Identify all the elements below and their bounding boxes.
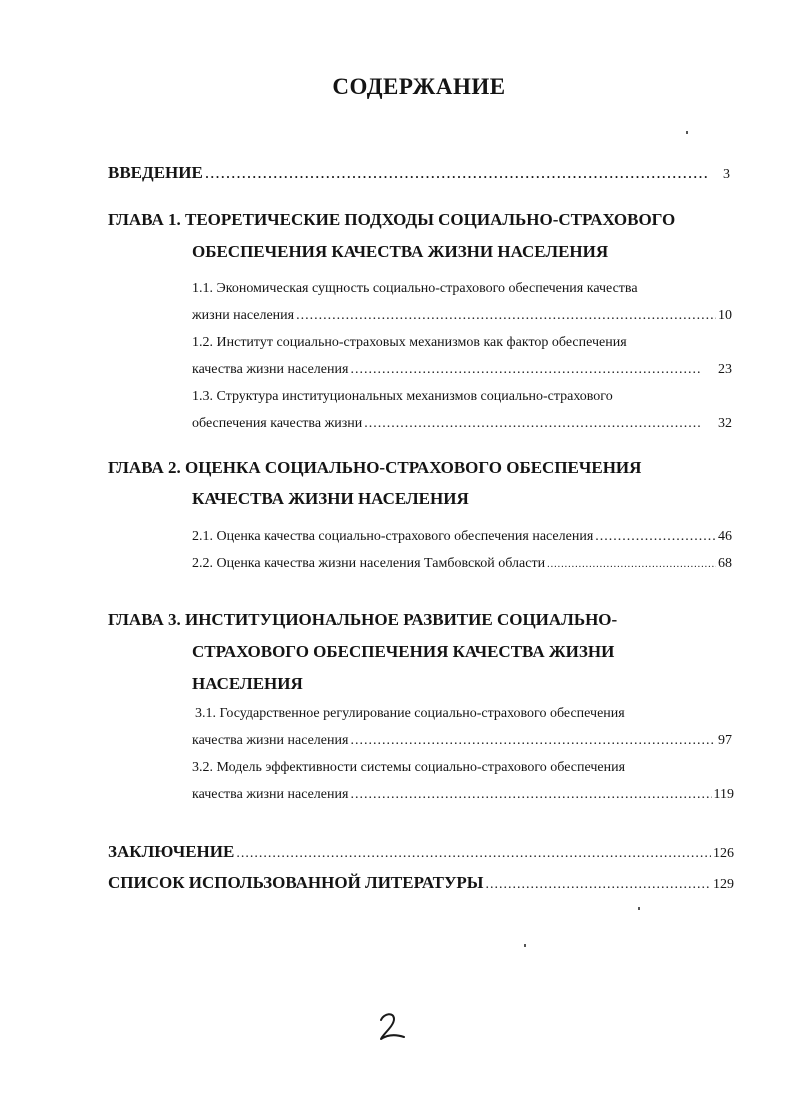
toc-page-number: 97	[718, 733, 732, 748]
toc-entry-label: СПИСОК ИСПОЛЬЗОВАННОЙ ЛИТЕРАТУРЫ	[108, 873, 484, 892]
dot-leader	[595, 529, 716, 545]
toc-entry-label: качества жизни населения	[192, 733, 349, 748]
toc-entry-label: 2.2. Оценка качества жизни населения Тамбовской области	[192, 556, 546, 571]
toc-entry-label: качества жизни населения	[192, 787, 349, 802]
chapter-3-heading[interactable]: ГЛАВА 3. ИНСТИТУЦИОНАЛЬНОЕ РАЗВИТИЕ СОЦИАЛЬНО-	[108, 610, 618, 629]
toc-entry-2-1[interactable]	[192, 529, 732, 545]
dot-leader	[350, 787, 711, 803]
toc-entry-label: обеспечения качества жизни	[192, 416, 363, 431]
toc-page-number: 129	[713, 877, 734, 892]
toc-entry-references[interactable]	[108, 873, 734, 893]
scan-speck	[686, 131, 688, 134]
toc-page-number: 68	[718, 556, 732, 571]
handwritten-digit-stroke	[381, 1014, 404, 1039]
dot-leader	[205, 163, 707, 183]
toc-entry-introduction[interactable]	[108, 163, 730, 183]
toc-page-number: 46	[718, 529, 732, 544]
chapter-1-heading[interactable]: ГЛАВА 1. ТЕОРЕТИЧЕСКИЕ ПОДХОДЫ СОЦИАЛЬНО-СТРАХОВОГО	[108, 210, 676, 229]
toc-entry-3-1[interactable]	[192, 733, 732, 749]
toc-entry-1-1[interactable]	[192, 308, 732, 324]
section-1-3-title[interactable]: 1.3. Структура институциональных механизмов социально-страхового	[192, 389, 613, 404]
dot-leader	[296, 308, 716, 324]
toc-entry-1-2[interactable]	[192, 362, 732, 378]
section-3-2-title[interactable]: 3.2. Модель эффективности системы социально-страхового обеспечения	[192, 760, 626, 775]
dot-leader	[236, 846, 711, 862]
toc-entry-label: жизни населения	[192, 308, 295, 323]
chapter-3-heading-cont: СТРАХОВОГО ОБЕСПЕЧЕНИЯ КАЧЕСТВА ЖИЗНИ	[192, 642, 615, 661]
toc-entry-label: ВВЕДЕНИЕ	[108, 163, 203, 182]
chapter-2-heading-cont: КАЧЕСТВА ЖИЗНИ НАСЕЛЕНИЯ	[192, 489, 469, 508]
toc-page-number: 119	[713, 787, 734, 802]
page-title: СОДЕРЖАНИЕ	[332, 74, 506, 99]
section-1-1-title[interactable]: 1.1. Экономическая сущность социально-страхового обеспечения качества	[192, 281, 638, 296]
chapter-1-heading-cont: ОБЕСПЕЧЕНИЯ КАЧЕСТВА ЖИЗНИ НАСЕЛЕНИЯ	[192, 242, 609, 261]
toc-entry-label: 2.1. Оценка качества социально-страхового обеспечения населения	[192, 529, 594, 544]
dot-leader	[547, 559, 716, 570]
toc-entry-label: качества жизни населения	[192, 362, 349, 377]
toc-page-number: 23	[718, 362, 732, 377]
dot-leader	[486, 877, 712, 893]
toc-page-number: 3	[723, 167, 730, 182]
toc-entry-1-3[interactable]	[192, 416, 732, 432]
dot-leader	[350, 733, 716, 749]
toc-entry-label: ЗАКЛЮЧЕНИЕ	[108, 842, 235, 861]
scan-speck	[524, 944, 526, 947]
toc-entry-2-2[interactable]	[192, 556, 732, 572]
section-1-2-title[interactable]: 1.2. Институт социально-страховых механизмов как фактор обеспечения	[192, 335, 627, 350]
handwritten-page-number	[375, 1010, 409, 1044]
toc-entry-conclusion[interactable]	[108, 842, 734, 862]
toc-page-number: 10	[718, 308, 732, 323]
dot-leader	[364, 416, 702, 432]
toc-entry-3-2[interactable]	[192, 787, 734, 803]
scan-speck	[638, 907, 640, 910]
toc-page-number: 126	[713, 846, 734, 861]
chapter-2-heading[interactable]: ГЛАВА 2. ОЦЕНКА СОЦИАЛЬНО-СТРАХОВОГО ОБЕСПЕЧЕНИЯ	[108, 458, 642, 477]
section-3-1-title[interactable]: 3.1. Государственное регулирование социально-страхового обеспечения	[195, 706, 625, 721]
chapter-3-heading-cont2: НАСЕЛЕНИЯ	[192, 674, 303, 693]
dot-leader	[350, 362, 702, 378]
toc-page-number: 32	[718, 416, 732, 431]
